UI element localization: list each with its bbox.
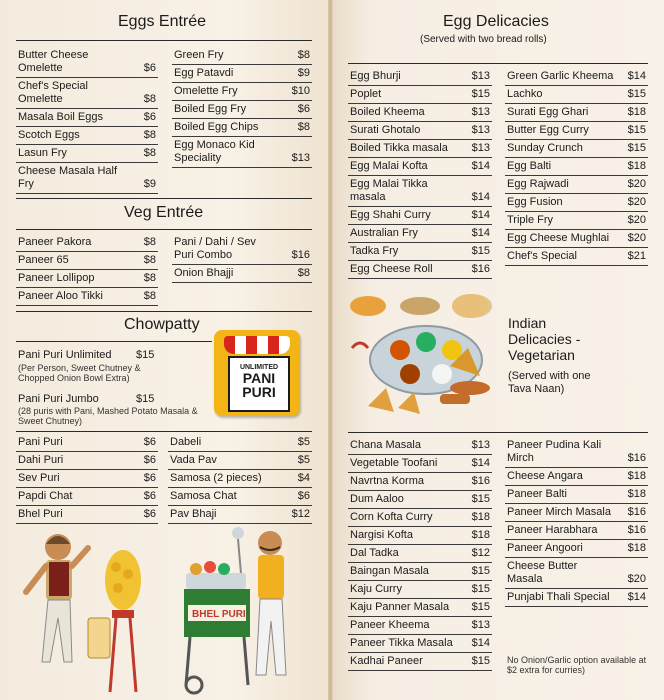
stall-awning-icon <box>224 336 290 354</box>
pani-puri-unlimited-note: (Per Person, Sweet Chutney & Chopped Onion Bowl Extra) <box>18 363 141 383</box>
menu-item-price: $20 <box>627 196 646 208</box>
menu-item <box>348 158 492 176</box>
menu-item-name: Egg Shahi Curry <box>350 209 431 221</box>
menu-item-name: Paneer Aloo Tikki <box>18 290 103 302</box>
menu-item <box>505 486 648 504</box>
menu-item-name: Boiled Kheema <box>350 106 425 118</box>
veg-entree-bottom-rule <box>16 311 312 312</box>
menu-item-name: Dum Aaloo <box>350 493 404 505</box>
menu-item-name: Butter Cheese Omelette <box>18 49 89 74</box>
indian-veg-subtitle <box>508 370 591 396</box>
menu-item-price: $8 <box>297 267 310 279</box>
menu-item-price: $13 <box>471 70 490 82</box>
menu-item <box>172 101 312 119</box>
menu-item-price: $14 <box>627 70 646 82</box>
menu-item-price: $16 <box>627 524 646 536</box>
menu-item <box>172 83 312 101</box>
chowpatty-top-rule <box>16 341 212 342</box>
menu-item-name: Navrtna Korma <box>350 475 424 487</box>
menu-item <box>172 47 312 65</box>
menu-item-price: $6 <box>143 436 156 448</box>
menu-item-price: $14 <box>471 457 490 469</box>
chowpatty-title: Chowpatty <box>124 316 200 333</box>
menu-item-name: Paneer 65 <box>18 254 69 266</box>
menu-item-name: Paneer Harabhara <box>507 524 598 536</box>
menu-item-price: $18 <box>627 160 646 172</box>
menu-item-name: Cheese Butter Masala <box>507 560 578 585</box>
menu-item-name: Samosa Chat <box>170 490 237 502</box>
indian-veg-title-line2: Delicacies - <box>508 331 581 347</box>
menu-item <box>348 225 492 243</box>
menu-item-price: $12 <box>291 508 310 520</box>
eggs-entree-bottom-rule <box>16 198 312 199</box>
menu-item <box>172 119 312 137</box>
menu-item <box>16 270 158 288</box>
bhel-puri-vendor-illustration <box>180 525 300 697</box>
menu-item-price: $15 <box>627 88 646 100</box>
menu-item-price: $15 <box>627 142 646 154</box>
egg-delicacies-title: Egg Delicacies <box>443 13 549 30</box>
menu-item <box>172 65 312 83</box>
veg-entree-top-rule <box>16 229 312 230</box>
menu-item <box>348 491 492 509</box>
menu-item <box>348 581 492 599</box>
menu-item-price: $6 <box>143 111 156 123</box>
menu-item <box>505 86 648 104</box>
menu-item-name: Masala Boil Eggs <box>18 111 103 123</box>
eggs-entree-title: Eggs Entrée <box>118 13 207 30</box>
menu-item-price: $6 <box>143 62 156 74</box>
menu-item-price: $14 <box>627 591 646 603</box>
menu-item-name: Cheese Masala Half Fry <box>18 165 118 190</box>
menu-item-price: $9 <box>297 67 310 79</box>
menu-item <box>505 158 648 176</box>
menu-item-name: Chef's Special <box>507 250 577 262</box>
menu-item-price: $16 <box>291 249 310 261</box>
menu-item <box>348 473 492 491</box>
menu-item-price: $18 <box>471 511 490 523</box>
menu-item-name: Lasun Fry <box>18 147 67 159</box>
menu-item-price: $13 <box>471 124 490 136</box>
pani-puri-jumbo-name: Pani Puri Jumbo <box>18 393 99 405</box>
menu-item-price: $20 <box>627 178 646 190</box>
menu-item-name: Paneer Lollipop <box>18 272 95 284</box>
menu-item <box>505 504 648 522</box>
menu-item <box>505 558 648 589</box>
menu-item <box>348 599 492 617</box>
menu-item <box>505 230 648 248</box>
menu-item-price: $15 <box>471 583 490 595</box>
menu-item-price: $18 <box>627 488 646 500</box>
menu-item-name: Australian Fry <box>350 227 418 239</box>
menu-item-name: Surati Ghotalo <box>350 124 421 136</box>
badge-window <box>228 356 290 412</box>
menu-item-name: Paneer Tikka Masala <box>350 637 453 649</box>
menu-item-price: $8 <box>143 236 156 248</box>
menu-item-name: Vegetable Toofani <box>350 457 438 469</box>
menu-item-name: Egg Balti <box>507 160 552 172</box>
menu-item <box>348 122 492 140</box>
menu-item-price: $15 <box>627 124 646 136</box>
menu-item <box>172 137 312 168</box>
menu-item-price: $8 <box>297 49 310 61</box>
menu-item-price: $13 <box>291 152 310 164</box>
menu-item-price: $8 <box>143 93 156 105</box>
menu-item <box>505 248 648 266</box>
menu-item-name: Egg Rajwadi <box>507 178 569 190</box>
samosa-side-illustration <box>440 288 498 398</box>
pani-puri-jumbo-note: (28 puris with Pani, Mashed Potato Masala & Sweet Chutney) <box>18 406 198 426</box>
chowpatty-left-list <box>16 434 158 524</box>
menu-item-price: $9 <box>143 178 156 190</box>
menu-item <box>348 207 492 225</box>
menu-item-price: $13 <box>471 619 490 631</box>
menu-item-price: $18 <box>471 529 490 541</box>
menu-item-name: Boiled Egg Chips <box>174 121 259 133</box>
menu-item-name: Bhel Puri <box>18 508 63 520</box>
menu-item-name: Papdi Chat <box>18 490 73 502</box>
menu-item-price: $6 <box>297 103 310 115</box>
menu-item-price: $20 <box>627 214 646 226</box>
menu-item <box>348 635 492 653</box>
menu-item-name: Sev Puri <box>18 472 60 484</box>
indian-veg-subtitle-line2: Tava Naan) <box>508 383 565 395</box>
menu-item-name: Lachko <box>507 88 543 100</box>
indian-veg-subtitle-line1: (Served with one <box>508 370 591 382</box>
menu-item-name: Pani / Dahi / Sev Puri Combo <box>174 236 256 261</box>
menu-item-name: Egg Monaco Kid Speciality <box>174 139 255 164</box>
menu-item-price: $18 <box>627 470 646 482</box>
badge-line-puri: PURI <box>242 384 276 400</box>
menu-item-price: $15 <box>471 493 490 505</box>
menu-item-price: $8 <box>143 272 156 284</box>
menu-item-price: $14 <box>471 227 490 239</box>
menu-item-name: Kaju Curry <box>350 583 402 595</box>
menu-item-name: Paneer Kheema <box>350 619 430 631</box>
menu-item <box>348 86 492 104</box>
menu-item <box>348 140 492 158</box>
eggs-entree-left-list <box>16 47 158 194</box>
menu-item-price: $6 <box>143 490 156 502</box>
menu-item <box>16 127 158 145</box>
menu-item <box>168 488 312 506</box>
menu-item-name: Egg Bhurji <box>350 70 401 82</box>
menu-item-price: $16 <box>471 263 490 275</box>
menu-item <box>348 563 492 581</box>
menu-item <box>505 176 648 194</box>
menu-item-name: Chef's Special Omelette <box>18 80 88 105</box>
menu-item-name: Triple Fry <box>507 214 554 226</box>
menu-item-price: $14 <box>471 209 490 221</box>
menu-item <box>348 545 492 563</box>
menu-item-name: Onion Bhajji <box>174 267 234 279</box>
menu-item <box>505 468 648 486</box>
page-fold <box>328 0 333 700</box>
menu-item <box>16 47 158 78</box>
menu-item-name: Dahi Puri <box>18 454 64 466</box>
menu-item <box>348 176 492 207</box>
menu-item-price: $4 <box>297 472 310 484</box>
eggs-entree-top-rule <box>16 40 312 41</box>
menu-item-price: $15 <box>471 565 490 577</box>
menu-item-name: Egg Malai Kofta <box>350 160 428 172</box>
menu-item-name: Samosa (2 pieces) <box>170 472 262 484</box>
menu-item-name: Corn Kofta Curry <box>350 511 433 523</box>
menu-item-price: $20 <box>627 573 646 585</box>
menu-item-price: $20 <box>627 232 646 244</box>
menu-item-name: Egg Fusion <box>507 196 563 208</box>
menu-item <box>168 452 312 470</box>
menu-item-price: $14 <box>471 160 490 172</box>
menu-item-name: Scotch Eggs <box>18 129 80 141</box>
menu-item <box>16 163 158 194</box>
menu-item-price: $15 <box>471 245 490 257</box>
menu-item <box>172 265 312 283</box>
menu-item <box>16 109 158 127</box>
menu-item <box>16 434 158 452</box>
menu-item-name: Poplet <box>350 88 382 100</box>
menu-item-name: Egg Cheese Mughlai <box>507 232 610 244</box>
indian-veg-right-list <box>505 437 648 607</box>
menu-item-price: $10 <box>291 85 310 97</box>
menu-item <box>16 145 158 163</box>
menu-item-price: $13 <box>471 439 490 451</box>
menu-item-name: Green Garlic Kheema <box>507 70 614 82</box>
menu-item <box>16 234 158 252</box>
menu-item-price: $16 <box>471 475 490 487</box>
menu-item <box>505 140 648 158</box>
menu-item <box>505 194 648 212</box>
menu-item-name: Vada Pav <box>170 454 217 466</box>
badge-line-pani: PANI <box>242 370 276 386</box>
menu-item <box>168 506 312 524</box>
menu-item <box>505 540 648 558</box>
no-onion-garlic-note: No Onion/Garlic option available at $2 extra for curries) <box>507 655 647 675</box>
menu-item-name: Baingan Masala <box>350 565 429 577</box>
menu-item-name: Paneer Mirch Masala <box>507 506 611 518</box>
indian-veg-top-rule <box>348 432 648 433</box>
menu-item-name: Dal Tadka <box>350 547 399 559</box>
indian-veg-left-list <box>348 437 492 671</box>
menu-item-price: $21 <box>627 250 646 262</box>
menu-item <box>348 243 492 261</box>
menu-item <box>348 68 492 86</box>
menu-item-name: Butter Egg Curry <box>507 124 589 136</box>
menu-item <box>505 212 648 230</box>
menu-item <box>348 527 492 545</box>
unlimited-pani-puri-badge <box>214 330 300 416</box>
veg-entree-right-list <box>172 234 312 283</box>
menu-item-price: $15 <box>471 88 490 100</box>
menu-item <box>168 470 312 488</box>
menu-item-name: Pani Puri <box>18 436 63 448</box>
menu-item-price: $8 <box>143 147 156 159</box>
menu-item <box>348 509 492 527</box>
menu-item <box>348 653 492 671</box>
menu-item-price: $18 <box>627 106 646 118</box>
eggs-entree-right-list <box>172 47 312 168</box>
menu-item <box>168 434 312 452</box>
indian-veg-title <box>508 315 580 363</box>
menu-item-name: Dabeli <box>170 436 202 448</box>
menu-item-price: $6 <box>143 454 156 466</box>
menu-item-name: Pav Bhaji <box>170 508 217 520</box>
menu-item-price: $14 <box>471 637 490 649</box>
menu-item-price: $5 <box>297 436 310 448</box>
egg-delicacies-right-list <box>505 68 648 266</box>
indian-veg-title-line1: Indian <box>508 315 547 331</box>
menu-item <box>16 252 158 270</box>
menu-item-price: $8 <box>143 254 156 266</box>
menu-item-price: $13 <box>471 142 490 154</box>
menu-item-price: $6 <box>143 472 156 484</box>
menu-item-price: $18 <box>627 542 646 554</box>
menu-item <box>348 104 492 122</box>
pani-puri-unlimited-price: $15 <box>136 349 155 361</box>
menu-item-price: $5 <box>297 454 310 466</box>
cart-label: BHEL PURI <box>192 609 246 620</box>
egg-delicacies-left-list <box>348 68 492 279</box>
menu-item-price: $8 <box>143 129 156 141</box>
menu-item <box>505 68 648 86</box>
menu-item-name: Boiled Tikka masala <box>350 142 448 154</box>
menu-item <box>16 452 158 470</box>
indian-veg-title-line3: Vegetarian <box>508 347 575 363</box>
menu-item-price: $8 <box>297 121 310 133</box>
menu-item <box>505 122 648 140</box>
menu-item-name: Green Fry <box>174 49 224 61</box>
menu-item <box>16 470 158 488</box>
menu-item-price: $15 <box>471 601 490 613</box>
menu-item-name: Paneer Pudina Kali Mirch <box>507 439 602 464</box>
menu-item-price: $6 <box>297 490 310 502</box>
menu-item-name: Kaju Panner Masala <box>350 601 450 613</box>
menu-item <box>348 455 492 473</box>
menu-item-name: Sunday Crunch <box>507 142 583 154</box>
menu-item <box>505 589 648 607</box>
menu-item <box>16 78 158 109</box>
menu-item-name: Surati Egg Ghari <box>507 106 589 118</box>
menu-item-name: Boiled Egg Fry <box>174 103 247 115</box>
menu-item-name: Chana Masala <box>350 439 421 451</box>
menu-item-name: Paneer Balti <box>507 488 567 500</box>
menu-item-name: Egg Cheese Roll <box>350 263 433 275</box>
egg-delicacies-subtitle: (Served with two bread rolls) <box>420 34 547 45</box>
badge-line-unlimited: UNLIMITED <box>239 364 279 371</box>
veg-entree-left-list <box>16 234 158 306</box>
menu-item <box>16 288 158 306</box>
menu-item-name: Paneer Pakora <box>18 236 92 248</box>
menu-item-name: Tadka Fry <box>350 245 399 257</box>
menu-item-name: Kadhai Paneer <box>350 655 423 667</box>
menu-item-price: $16 <box>627 452 646 464</box>
menu-item <box>505 104 648 122</box>
menu-item <box>505 522 648 540</box>
menu-item-price: $15 <box>471 655 490 667</box>
menu-item <box>16 488 158 506</box>
menu-item-price: $12 <box>471 547 490 559</box>
menu-item-price: $13 <box>471 106 490 118</box>
menu-item-price: $8 <box>143 290 156 302</box>
menu-item-name: Paneer Angoori <box>507 542 583 554</box>
chowpatty-right-list <box>168 434 312 524</box>
menu-item-price: $6 <box>143 508 156 520</box>
menu-item-name: Punjabi Thali Special <box>507 591 610 603</box>
pani-puri-jumbo-price: $15 <box>136 393 155 405</box>
menu-item-name: Omelette Fry <box>174 85 238 97</box>
egg-delicacies-top-rule <box>348 63 648 64</box>
menu-item <box>348 617 492 635</box>
chowpatty-mid-rule <box>16 431 312 432</box>
menu-item <box>505 437 648 468</box>
menu-item-name: Egg Malai Tikka masala <box>350 178 428 203</box>
menu-item <box>348 437 492 455</box>
veg-entree-title: Veg Entrée <box>124 204 204 221</box>
menu-item-name: Nargisi Kofta <box>350 529 413 541</box>
pani-puri-vendor-illustration <box>18 522 148 697</box>
menu-item-price: $16 <box>627 506 646 518</box>
menu-item-name: Cheese Angara <box>507 470 583 482</box>
menu-item-price: $14 <box>471 191 490 203</box>
menu-item-name: Egg Patavdi <box>174 67 234 79</box>
pani-puri-unlimited-name: Pani Puri Unlimited <box>18 349 112 361</box>
menu-item <box>172 234 312 265</box>
menu-item <box>348 261 492 279</box>
